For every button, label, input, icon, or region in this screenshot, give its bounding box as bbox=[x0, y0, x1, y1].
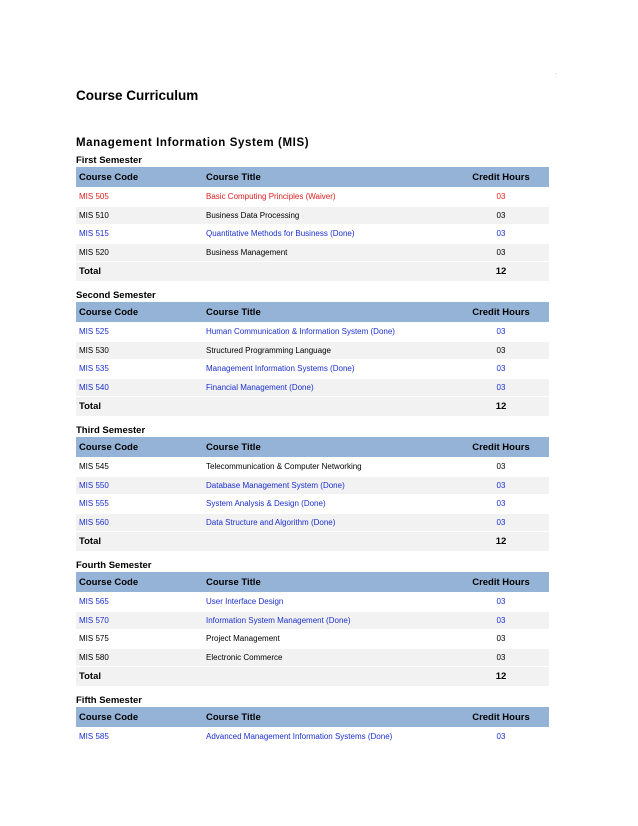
header-course-code: Course Code bbox=[76, 437, 203, 458]
course-row bbox=[76, 495, 549, 514]
header-row bbox=[76, 167, 549, 188]
course-title: Electronic Commerce bbox=[203, 648, 453, 667]
header-row bbox=[76, 437, 549, 458]
course-row bbox=[76, 341, 549, 360]
header-row bbox=[76, 302, 549, 323]
course-row bbox=[76, 458, 549, 477]
header-credit-hours: Credit Hours bbox=[453, 707, 549, 728]
total-row bbox=[76, 262, 549, 282]
course-table bbox=[76, 437, 549, 552]
course-code: MIS 570 bbox=[76, 611, 203, 630]
credit-hours: 03 bbox=[453, 323, 549, 342]
semester-title: Third Semester bbox=[76, 425, 146, 436]
course-code: MIS 535 bbox=[76, 360, 203, 379]
credit-hours: 03 bbox=[453, 476, 549, 495]
course-title: Database Management System (Done) bbox=[203, 476, 453, 495]
course-code: MIS 575 bbox=[76, 630, 203, 649]
course-row bbox=[76, 323, 549, 342]
semester-section bbox=[76, 559, 549, 687]
total-row bbox=[76, 532, 549, 552]
total-label: Total bbox=[76, 532, 203, 552]
total-value: 12 bbox=[453, 667, 549, 687]
total-row bbox=[76, 397, 549, 417]
header-row bbox=[76, 707, 549, 728]
semester-section bbox=[76, 289, 549, 417]
course-row bbox=[76, 225, 549, 244]
course-title: Human Communication & Information System (Done) bbox=[203, 323, 453, 342]
total-value: 12 bbox=[453, 262, 549, 282]
header-course-title: Course Title bbox=[203, 167, 453, 188]
course-code: MIS 530 bbox=[76, 341, 203, 360]
course-code: MIS 540 bbox=[76, 378, 203, 397]
credit-hours: 03 bbox=[453, 360, 549, 379]
credit-hours: 03 bbox=[453, 648, 549, 667]
total-value: 12 bbox=[453, 532, 549, 552]
header-course-title: Course Title bbox=[203, 572, 453, 593]
course-title: System Analysis & Design (Done) bbox=[203, 495, 453, 514]
course-title: Information System Management (Done) bbox=[203, 611, 453, 630]
credit-hours: 03 bbox=[453, 378, 549, 397]
credit-hours: 03 bbox=[453, 513, 549, 532]
header-course-code: Course Code bbox=[76, 302, 203, 323]
course-code: MIS 510 bbox=[76, 206, 203, 225]
course-row bbox=[76, 611, 549, 630]
course-title: Structured Programming Language bbox=[203, 341, 453, 360]
header-credit-hours: Credit Hours bbox=[453, 302, 549, 323]
course-title: Data Structure and Algorithm (Done) bbox=[203, 513, 453, 532]
course-code: MIS 505 bbox=[76, 188, 203, 207]
credit-hours: 03 bbox=[453, 188, 549, 207]
course-row bbox=[76, 728, 549, 747]
course-title: User Interface Design bbox=[203, 593, 453, 612]
course-code: MIS 545 bbox=[76, 458, 203, 477]
course-code: MIS 515 bbox=[76, 225, 203, 244]
program-title: Management Information System (MIS) bbox=[76, 137, 310, 149]
course-title: Project Management bbox=[203, 630, 453, 649]
header-credit-hours: Credit Hours bbox=[453, 437, 549, 458]
course-row bbox=[76, 630, 549, 649]
course-code: MIS 585 bbox=[76, 728, 203, 747]
course-code: MIS 560 bbox=[76, 513, 203, 532]
credit-hours: 03 bbox=[453, 728, 549, 747]
header-course-title: Course Title bbox=[203, 437, 453, 458]
semester-title: Fifth Semester bbox=[76, 695, 142, 706]
course-table bbox=[76, 302, 549, 417]
semester-section bbox=[76, 154, 549, 282]
credit-hours: 03 bbox=[453, 458, 549, 477]
course-title: Business Data Processing bbox=[203, 206, 453, 225]
course-code: MIS 555 bbox=[76, 495, 203, 514]
course-row bbox=[76, 378, 549, 397]
header-course-title: Course Title bbox=[203, 707, 453, 728]
header-course-code: Course Code bbox=[76, 707, 203, 728]
course-row bbox=[76, 593, 549, 612]
header-course-title: Course Title bbox=[203, 302, 453, 323]
header-row bbox=[76, 572, 549, 593]
credit-hours: 03 bbox=[453, 225, 549, 244]
corner-mark: . bbox=[555, 70, 557, 76]
document-title: Course Curriculum bbox=[76, 88, 199, 103]
semester-title: First Semester bbox=[76, 155, 143, 166]
credit-hours: 03 bbox=[453, 341, 549, 360]
semester-title: Fourth Semester bbox=[76, 560, 152, 571]
header-course-code: Course Code bbox=[76, 167, 203, 188]
credit-hours: 03 bbox=[453, 630, 549, 649]
course-row bbox=[76, 648, 549, 667]
total-label: Total bbox=[76, 397, 203, 417]
course-code: MIS 550 bbox=[76, 476, 203, 495]
course-code: MIS 525 bbox=[76, 323, 203, 342]
course-code: MIS 580 bbox=[76, 648, 203, 667]
header-credit-hours: Credit Hours bbox=[453, 572, 549, 593]
course-title: Management Information Systems (Done) bbox=[203, 360, 453, 379]
course-table bbox=[76, 572, 549, 687]
credit-hours: 03 bbox=[453, 495, 549, 514]
total-label: Total bbox=[76, 262, 203, 282]
course-row bbox=[76, 360, 549, 379]
semester-section bbox=[76, 424, 549, 552]
semester-section bbox=[76, 694, 549, 747]
header-course-code: Course Code bbox=[76, 572, 203, 593]
course-code: MIS 520 bbox=[76, 243, 203, 262]
course-row bbox=[76, 513, 549, 532]
course-table bbox=[76, 167, 549, 282]
course-table bbox=[76, 707, 549, 747]
credit-hours: 03 bbox=[453, 243, 549, 262]
course-title: Financial Management (Done) bbox=[203, 378, 453, 397]
header-credit-hours: Credit Hours bbox=[453, 167, 549, 188]
total-row bbox=[76, 667, 549, 687]
course-code: MIS 565 bbox=[76, 593, 203, 612]
credit-hours: 03 bbox=[453, 611, 549, 630]
course-title: Business Management bbox=[203, 243, 453, 262]
course-row bbox=[76, 243, 549, 262]
total-value: 12 bbox=[453, 397, 549, 417]
course-row bbox=[76, 476, 549, 495]
course-title: Quantitative Methods for Business (Done) bbox=[203, 225, 453, 244]
semester-title: Second Semester bbox=[76, 290, 156, 301]
total-label: Total bbox=[76, 667, 203, 687]
course-title: Telecommunication & Computer Networking bbox=[203, 458, 453, 477]
course-title: Basic Computing Principles (Waiver) bbox=[203, 188, 453, 207]
course-title: Advanced Management Information Systems (Done) bbox=[203, 728, 453, 747]
credit-hours: 03 bbox=[453, 206, 549, 225]
course-row bbox=[76, 188, 549, 207]
course-row bbox=[76, 206, 549, 225]
credit-hours: 03 bbox=[453, 593, 549, 612]
